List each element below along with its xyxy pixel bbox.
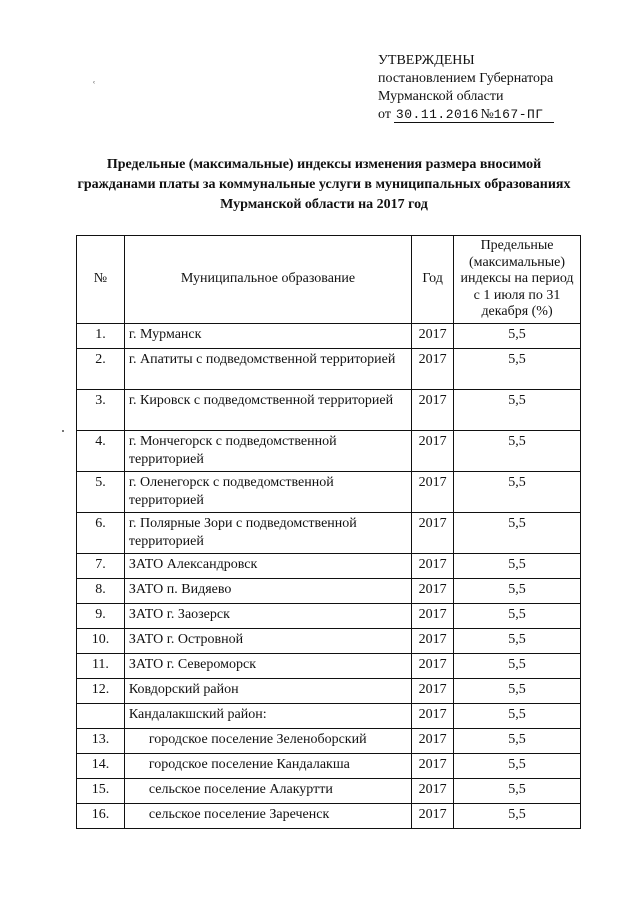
index-table [76, 235, 581, 829]
row-year: 2017 [412, 389, 454, 430]
table-row [77, 348, 581, 389]
table-row [77, 603, 581, 628]
table-row [77, 389, 581, 430]
row-num: 14. [77, 753, 125, 778]
table-row [77, 653, 581, 678]
row-name: г. Апатиты с подведомственной территорией [124, 348, 411, 389]
table-row [77, 628, 581, 653]
row-value: 5,5 [454, 728, 581, 753]
approval-number: 167-ПГ [494, 107, 554, 123]
row-num: 7. [77, 553, 125, 578]
table-row [77, 703, 581, 728]
row-value: 5,5 [454, 553, 581, 578]
row-num: 10. [77, 628, 125, 653]
row-year: 2017 [412, 728, 454, 753]
header-index: Предельные (максимальные) индексы на период с 1 июля по 31 декабря (%) [454, 236, 581, 324]
row-year: 2017 [412, 323, 454, 348]
row-value: 5,5 [454, 323, 581, 348]
row-value: 5,5 [454, 578, 581, 603]
row-num: 6. [77, 512, 125, 553]
row-name: г. Мурманск [124, 323, 411, 348]
row-name: городское поселение Кандалакша [124, 753, 411, 778]
row-value: 5,5 [454, 603, 581, 628]
row-num: 2. [77, 348, 125, 389]
row-value: 5,5 [454, 703, 581, 728]
row-name: сельское поселение Зареченск [124, 803, 411, 828]
table-row [77, 430, 581, 471]
approval-line-2: Мурманской области [378, 89, 504, 104]
row-value: 5,5 [454, 803, 581, 828]
row-year: 2017 [412, 803, 454, 828]
table-row [77, 553, 581, 578]
header-num: № [77, 236, 125, 324]
document-title: Предельные (максимальные) индексы изменения размера вносимой гражданами платы за коммунальные услуги в муниципальных образованиях Мурманской области на 2017 год [77, 157, 571, 212]
approval-line-1: постановлением Губернатора [378, 71, 554, 86]
row-num [77, 703, 125, 728]
row-value: 5,5 [454, 678, 581, 703]
table-row [77, 728, 581, 753]
table-row [77, 512, 581, 553]
number-label: № [480, 107, 494, 122]
row-name: городское поселение Зеленоборский [124, 728, 411, 753]
table-row [77, 678, 581, 703]
table-row [77, 778, 581, 803]
row-value: 5,5 [454, 471, 581, 512]
row-name: ЗАТО п. Видяево [124, 578, 411, 603]
table-row [77, 803, 581, 828]
row-year: 2017 [412, 553, 454, 578]
scan-mark: ˓ [92, 73, 96, 87]
approval-date-line [378, 106, 608, 124]
header-year: Год [412, 236, 454, 324]
row-num: 12. [77, 678, 125, 703]
row-year: 2017 [412, 471, 454, 512]
row-year: 2017 [412, 628, 454, 653]
row-num: 9. [77, 603, 125, 628]
row-name: ЗАТО г. Островной [124, 628, 411, 653]
row-year: 2017 [412, 430, 454, 471]
row-name: г. Кировск с подведомственной территорией [124, 389, 411, 430]
row-num: 4. [77, 430, 125, 471]
scan-speck [62, 430, 64, 432]
header-municipality: Муниципальное образование [124, 236, 411, 324]
row-year: 2017 [412, 753, 454, 778]
row-name: г. Полярные Зори с подведомственной территорией [124, 512, 411, 553]
approval-heading: УТВЕРЖДЕНЫ [378, 53, 475, 68]
row-num: 11. [77, 653, 125, 678]
row-value: 5,5 [454, 628, 581, 653]
row-num: 3. [77, 389, 125, 430]
row-value: 5,5 [454, 512, 581, 553]
row-name: ЗАТО Александровск [124, 553, 411, 578]
row-name: сельское поселение Алакуртти [124, 778, 411, 803]
row-name: Кандалакшский район: [124, 703, 411, 728]
row-value: 5,5 [454, 753, 581, 778]
row-name: г. Мончегорск с подведомственной территорией [124, 430, 411, 471]
row-num: 1. [77, 323, 125, 348]
row-num: 16. [77, 803, 125, 828]
row-year: 2017 [412, 512, 454, 553]
row-value: 5,5 [454, 778, 581, 803]
row-year: 2017 [412, 348, 454, 389]
table-header-row [77, 236, 581, 324]
table-row [77, 323, 581, 348]
row-num: 5. [77, 471, 125, 512]
row-value: 5,5 [454, 653, 581, 678]
row-year: 2017 [412, 678, 454, 703]
row-num: 8. [77, 578, 125, 603]
table-row [77, 578, 581, 603]
row-num: 13. [77, 728, 125, 753]
row-num: 15. [77, 778, 125, 803]
row-name: ЗАТО г. Заозерск [124, 603, 411, 628]
row-year: 2017 [412, 653, 454, 678]
row-value: 5,5 [454, 430, 581, 471]
row-name: г. Оленегорск с подведомственной территорией [124, 471, 411, 512]
row-value: 5,5 [454, 389, 581, 430]
row-year: 2017 [412, 778, 454, 803]
row-year: 2017 [412, 578, 454, 603]
from-label: от [378, 107, 391, 122]
table-row [77, 753, 581, 778]
table-row [77, 471, 581, 512]
row-name: ЗАТО г. Североморск [124, 653, 411, 678]
approval-date: 30.11.2016 [395, 107, 479, 122]
row-year: 2017 [412, 703, 454, 728]
row-name: Ковдорский район [124, 678, 411, 703]
approval-block [378, 52, 608, 124]
row-year: 2017 [412, 603, 454, 628]
row-value: 5,5 [454, 348, 581, 389]
